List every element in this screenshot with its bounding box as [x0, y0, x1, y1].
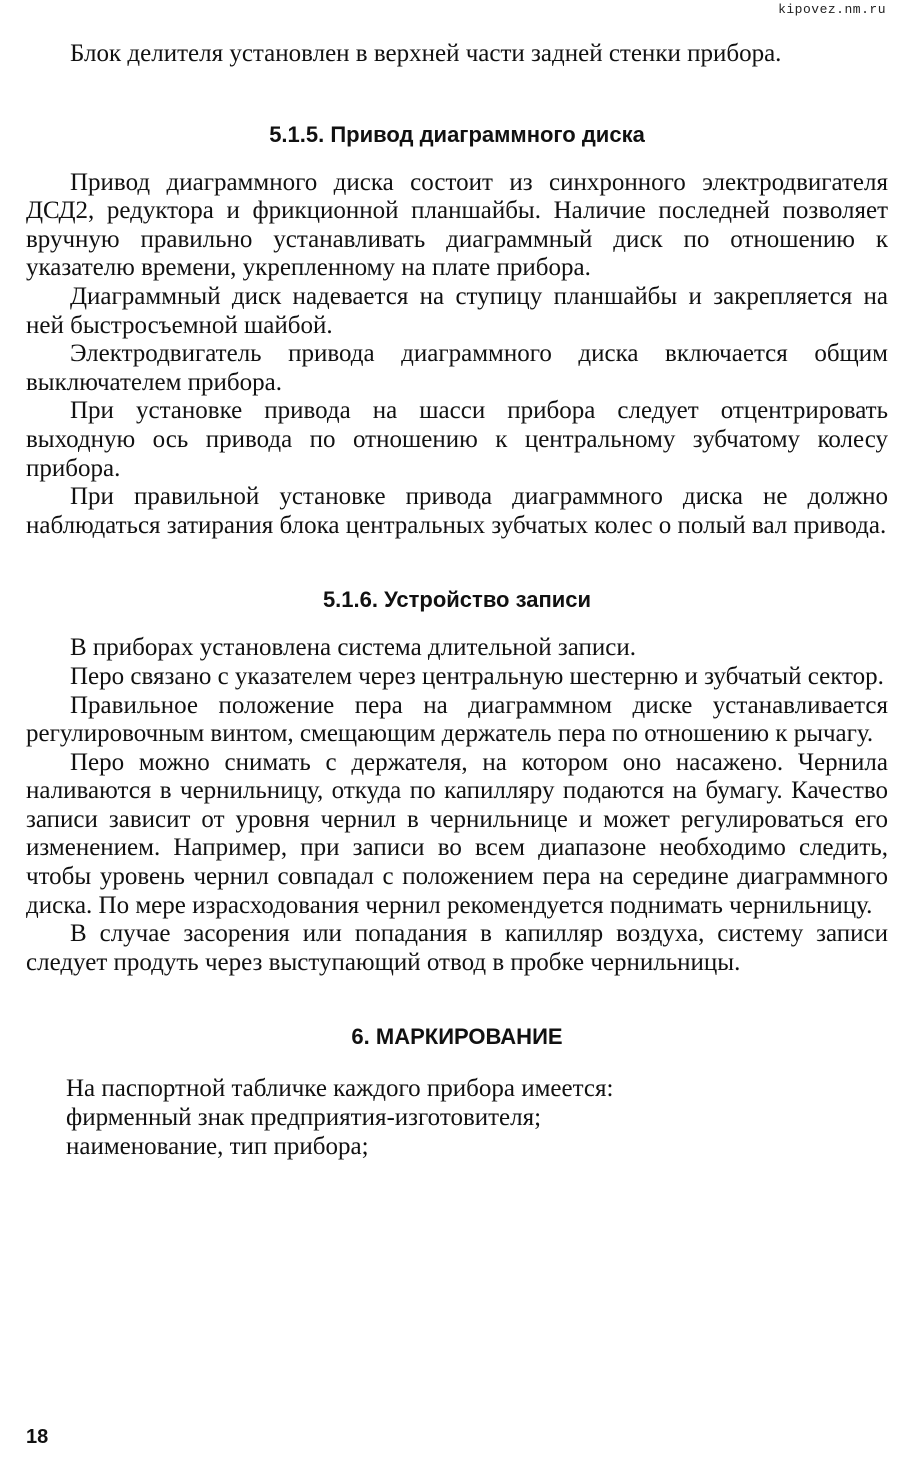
section-5-1-6-heading: 5.1.6. Устройство записи: [322, 587, 592, 613]
document-page: [26, 40, 888, 1161]
site-watermark: kipovez.nm.ru: [778, 2, 886, 17]
section-5-1-5-heading: 5.1.5. Привод диаграммного диска: [269, 121, 645, 147]
section-6-heading: 6. МАРКИРОВАНИЕ: [351, 1024, 563, 1050]
sec516-paragraph-4: Перо можно снимать с держателя, на котором оно насажено. Чернила наливаются в чернильницу, откуда по капилляру подаются на бумагу. Качество записи зависит от уровня чернил в чернильнице и может регулироваться его изменением. Например, при записи во всем диапазоне необходимо следить, чтобы уровень чернил совпадал с положением пера на середине диаграммного диска. По мере израсходования чернил рекомендуется поднимать чернильницу.: [26, 748, 888, 919]
sec515-paragraph-2: Диаграммный диск надевается на ступицу планшайбы и закрепляется на ней быстросъемной шайбой.: [26, 282, 888, 339]
marking-line-2: фирменный знак предприятия-изготовителя;: [66, 1104, 542, 1132]
sec515-paragraph-5: При правильной установке привода диаграммного диска не должно наблюдаться затирания блока центральных зубчатых колес о полый вал привода.: [26, 483, 888, 539]
intro-paragraph: Блок делителя установлен в верхней части задней стенки прибора.: [70, 40, 782, 67]
sec516-paragraph-2: Перо связано с указателем через центральную шестерню и зубчатый сектор.: [70, 662, 884, 690]
sec515-paragraph-4: При установке привода на шасси прибора следует отцентрировать выходную ось привода по отношению к центральному зубчатому колесу прибора.: [26, 397, 888, 482]
marking-line-3: наименование, тип прибора;: [66, 1132, 369, 1160]
sec516-paragraph-1: В приборах установлена система длительной записи.: [70, 634, 637, 662]
page-number: 18: [26, 1426, 49, 1448]
marking-line-1: На паспортной табличке каждого прибора имеется:: [66, 1075, 614, 1103]
sec516-paragraph-3: Правильное положение пера на диаграммном диске устанавливается регулировочным винтом, смещающим держатель пера по отношению к рычагу.: [26, 691, 888, 748]
sec516-paragraph-5: В случае засорения или попадания в капилляр воздуха, систему записи следует продуть через выступающий отвод в пробке чернильницы.: [26, 920, 888, 976]
sec515-paragraph-3: Электродвигатель привода диаграммного диска включается общим выключателем прибора.: [26, 340, 888, 396]
sec515-paragraph-1: Привод диаграммного диска состоит из синхронного электродвигателя ДСД2, редуктора и фрикционной планшайбы. Наличие последней позволяет вручную правильно устанавливать диаграммный диск по отношению к указателю времени, укрепленному на плате прибора.: [26, 168, 888, 282]
